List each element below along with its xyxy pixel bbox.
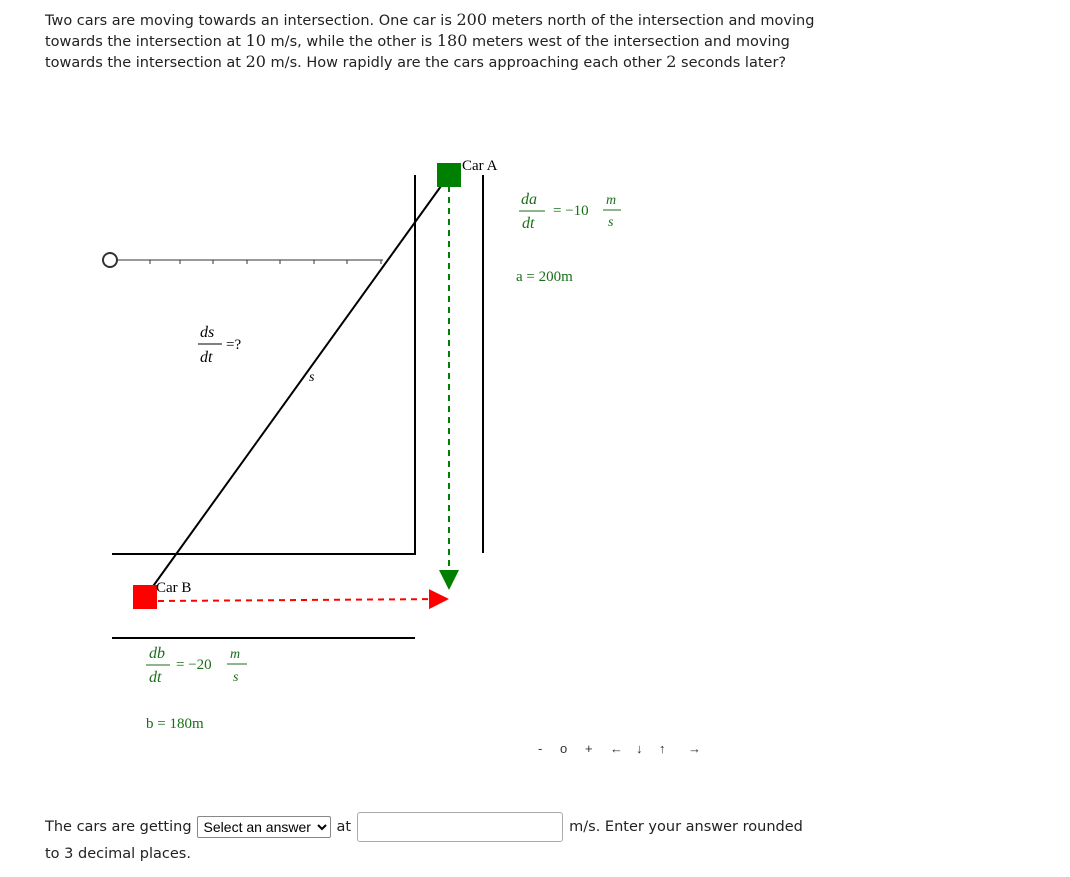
speed-b: 20 xyxy=(245,52,266,71)
speed-a: 10 xyxy=(245,31,266,50)
da-dt-label xyxy=(519,191,621,232)
view-controls[interactable] xyxy=(538,741,701,756)
s-label: s xyxy=(309,370,315,385)
problem-text-6: seconds later? xyxy=(676,55,787,71)
svg-text:s: s xyxy=(233,670,239,685)
north-distance: 200 xyxy=(456,10,488,29)
pan-right-button[interactable]: → xyxy=(688,741,701,756)
time-value: 2 xyxy=(666,52,677,71)
car-b-label: Car B xyxy=(156,580,192,596)
problem-text-3: m/s, while the other is xyxy=(265,34,437,50)
answer-prefix: The cars are getting xyxy=(45,819,192,835)
a-value: a = 200m xyxy=(516,269,573,285)
roads xyxy=(112,175,483,638)
db-dt-label xyxy=(146,645,247,686)
ds-dt-label xyxy=(198,324,241,366)
svg-text:da: da xyxy=(521,191,537,208)
zoom-out-button[interactable]: - xyxy=(538,741,543,756)
problem-text-4: meters west of the intersection and moving towards the intersection at xyxy=(45,34,790,71)
answer-suffix: m/s. Enter your answer rounded xyxy=(569,819,803,835)
svg-text:= −10: = −10 xyxy=(553,203,589,219)
reset-button[interactable]: o xyxy=(560,741,568,756)
car-b[interactable] xyxy=(133,585,157,609)
problem-text-2: meters north of the intersection and moving towards the intersection at xyxy=(45,13,815,50)
svg-text:=?: =? xyxy=(226,337,242,353)
svg-text:m: m xyxy=(606,193,617,208)
svg-text:s: s xyxy=(608,215,614,230)
svg-text:= −20: = −20 xyxy=(176,657,212,673)
time-slider[interactable] xyxy=(103,253,383,267)
svg-text:m: m xyxy=(230,647,241,662)
rate-input[interactable] xyxy=(357,812,563,842)
car-a[interactable] xyxy=(437,163,461,187)
distance-line-s xyxy=(146,175,449,596)
pan-left-button[interactable]: ← xyxy=(610,741,623,756)
svg-text:dt: dt xyxy=(149,669,162,686)
problem-text-5: m/s. How rapidly are the cars approaching each other xyxy=(265,55,667,71)
direction-select[interactable] xyxy=(197,816,331,838)
svg-text:dt: dt xyxy=(200,349,213,366)
pan-down-button[interactable]: ↓ xyxy=(636,741,643,756)
pan-up-button[interactable]: ↑ xyxy=(659,741,666,756)
answer-line2: to 3 decimal places. xyxy=(45,846,191,862)
zoom-in-button[interactable]: + xyxy=(585,741,593,756)
car-b-path xyxy=(158,599,447,601)
b-value: b = 180m xyxy=(146,716,204,732)
svg-text:ds: ds xyxy=(200,324,215,341)
answer-mid: at xyxy=(336,819,352,835)
answer-area xyxy=(45,810,1045,862)
west-distance: 180 xyxy=(436,31,468,50)
problem-text-1: Two cars are moving towards an intersection. One car is xyxy=(45,13,457,29)
svg-text:db: db xyxy=(149,645,165,662)
svg-text:dt: dt xyxy=(522,215,535,232)
car-a-label: Car A xyxy=(462,158,498,174)
slider-handle[interactable] xyxy=(103,253,117,267)
